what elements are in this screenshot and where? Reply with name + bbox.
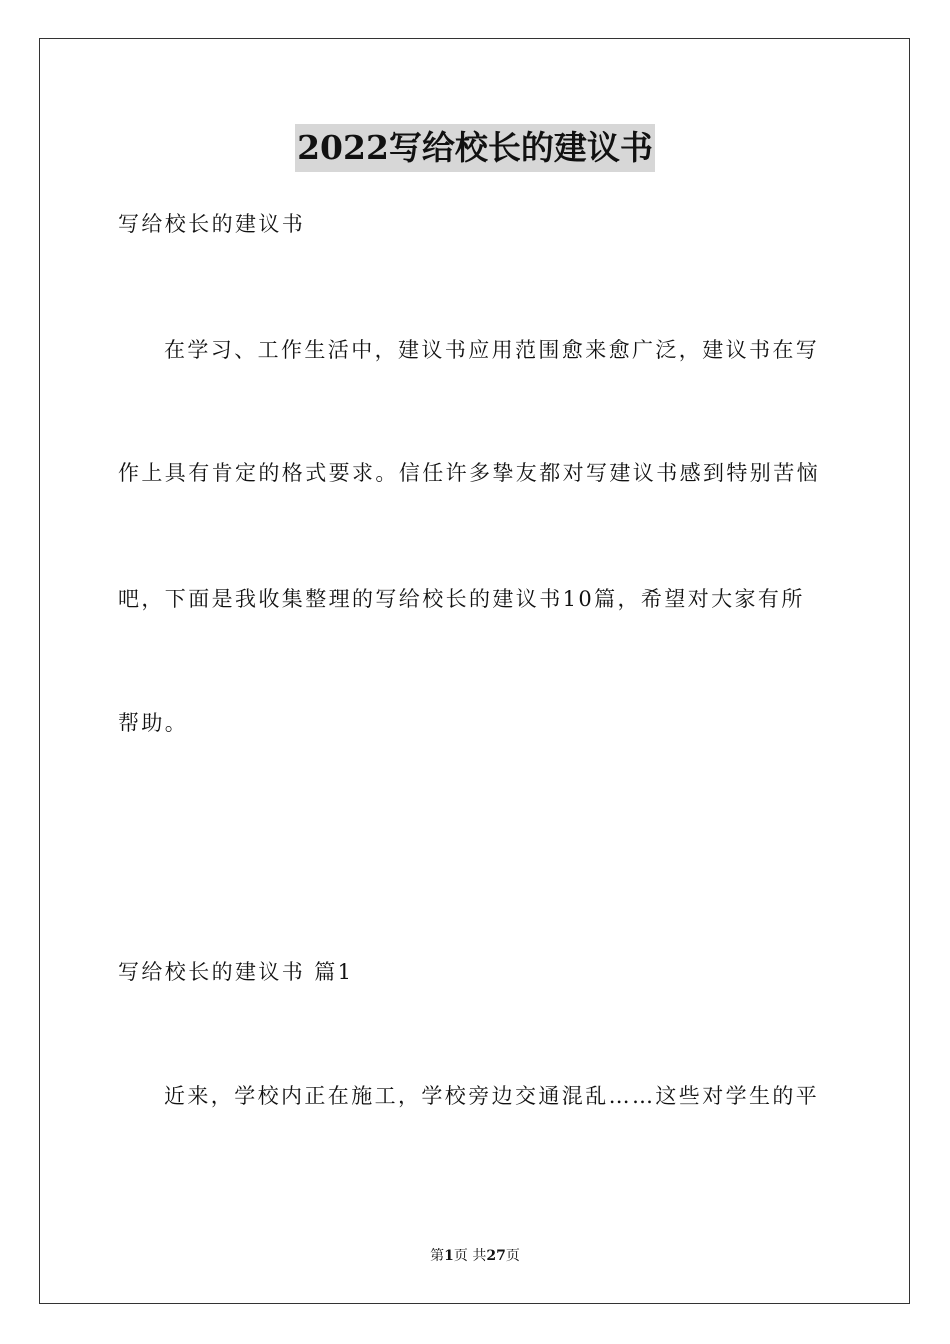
- section-heading: 写给校长的建议书 篇1: [118, 960, 354, 984]
- footer-suffix: 页: [505, 1248, 520, 1264]
- section-line-1: 近来，学校内正在施工，学校旁边交通混乱……这些对学生的平: [164, 1084, 820, 1108]
- footer-prefix: 第: [430, 1248, 445, 1264]
- document-title: [0, 124, 950, 172]
- intro-line-1: 在学习、工作生活中，建议书应用范围愈来愈广泛，建议书在写: [164, 338, 820, 362]
- intro-line-4: 帮助。: [118, 711, 189, 735]
- footer-mid: 页 共: [453, 1248, 487, 1264]
- intro-line-3: 吧，下面是我收集整理的写给校长的建议书10篇，希望对大家有所: [118, 587, 805, 611]
- document-subtitle: 写给校长的建议书: [118, 212, 306, 236]
- footer-page-current: 1: [444, 1248, 454, 1264]
- page-footer: [0, 1246, 950, 1266]
- footer-page-total: 27: [486, 1248, 506, 1264]
- intro-line-2: 作上具有肯定的格式要求。信任许多挚友都对写建议书感到特别苦恼: [118, 461, 820, 485]
- document-title-text: 2022写给校长的建议书: [295, 124, 655, 172]
